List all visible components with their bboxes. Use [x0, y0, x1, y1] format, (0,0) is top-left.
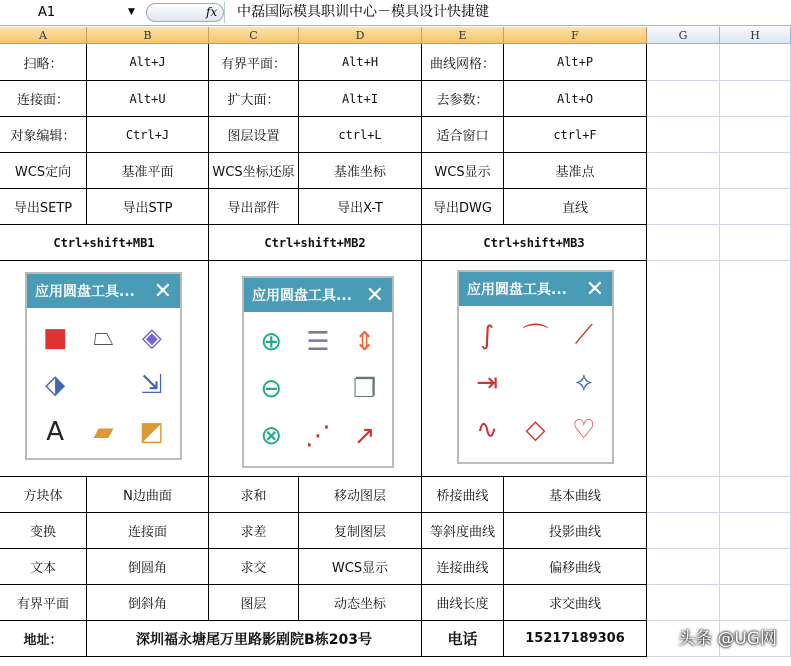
chamfer-icon[interactable]: ▰ [93, 416, 114, 447]
mouse-shortcut-cell[interactable]: Ctrl+shift+MB3 [422, 225, 647, 261]
panel-title-bar [244, 278, 392, 312]
empty-cell[interactable] [647, 153, 720, 189]
text-icon[interactable]: A [46, 416, 65, 447]
phone-value[interactable]: 15217189306 [504, 621, 647, 657]
cell[interactable]: Alt+U [87, 81, 209, 117]
address-value[interactable]: 深圳福永塘尾万里路影剧院B栋203号 [87, 621, 422, 657]
cell[interactable]: Alt+P [504, 44, 647, 81]
cell[interactable]: 求和 [209, 477, 299, 513]
copy-layer-icon[interactable]: ❐ [353, 373, 377, 404]
cell[interactable]: 曲线网格： [422, 44, 504, 81]
cell[interactable]: 投影曲线 [504, 513, 647, 549]
cell[interactable]: 有界平面 [0, 585, 87, 621]
column-header-f[interactable]: F [504, 27, 647, 44]
empty-cell[interactable] [647, 117, 720, 153]
cell[interactable]: 倒圆角 [87, 549, 209, 585]
empty-cell[interactable] [720, 44, 791, 81]
cell[interactable]: 桥接曲线 [422, 477, 504, 513]
cell[interactable]: ctrl+F [504, 117, 647, 153]
cell[interactable]: 求交 [209, 549, 299, 585]
cell[interactable]: 连接面： [0, 81, 87, 117]
column-header-a[interactable]: A [0, 27, 87, 44]
cell[interactable]: 变换 [0, 513, 87, 549]
transform-icon[interactable]: ⬗ [45, 369, 66, 400]
cell[interactable]: 求差 [209, 513, 299, 549]
cell[interactable]: 方块体 [0, 477, 87, 513]
n-sided-surface-icon[interactable]: ⏢ [93, 322, 114, 352]
helix-icon[interactable]: ⟡ [575, 367, 593, 397]
cell[interactable]: 基准平面 [87, 153, 209, 189]
cell[interactable]: 连接曲线 [422, 549, 504, 585]
cell[interactable]: 倒斜角 [87, 585, 209, 621]
column-header-h[interactable]: H [720, 27, 791, 44]
empty-cell[interactable] [720, 477, 791, 513]
cell[interactable]: 动态坐标 [299, 585, 422, 621]
icon-grid [27, 308, 180, 461]
cell[interactable]: 有界平面： [209, 44, 299, 81]
radial-toolbar-panel [242, 276, 394, 468]
empty-cell[interactable] [720, 261, 791, 477]
panel-title: 应用圆盘工具... [252, 288, 352, 304]
cell[interactable]: 扩大面： [209, 81, 299, 117]
cell[interactable]: N边曲面 [87, 477, 209, 513]
cell[interactable]: 图层设置 [209, 117, 299, 153]
cell[interactable]: 导出X-T [299, 189, 422, 225]
formula-bar [0, 0, 791, 26]
unite-icon[interactable]: ⊕ [260, 326, 283, 357]
empty-cell[interactable] [647, 549, 720, 585]
empty-cell[interactable] [647, 189, 720, 225]
close-icon[interactable]: ✕ [365, 282, 384, 308]
cell[interactable]: Alt+O [504, 81, 647, 117]
phone-label[interactable]: 电话 [422, 621, 504, 657]
column-header-g[interactable]: G [647, 27, 720, 44]
cell[interactable]: 文本 [0, 549, 87, 585]
cell[interactable]: 基准坐标 [299, 153, 422, 189]
curve-length-icon[interactable]: ♡ [572, 414, 596, 445]
formula-input[interactable]: 中磊国际模具职训中心－模具设计快捷键 [224, 2, 791, 23]
wcs-display-icon[interactable]: ↗ [353, 420, 376, 451]
close-icon[interactable]: ✕ [585, 276, 604, 302]
cell[interactable]: 基本曲线 [504, 477, 647, 513]
empty-slot [79, 361, 127, 408]
panel-title-bar [27, 274, 180, 308]
mouse-shortcut-cell[interactable]: Ctrl+shift+MB2 [209, 225, 422, 261]
cell[interactable]: 适合窗口 [422, 117, 504, 153]
empty-cell[interactable] [720, 117, 791, 153]
cell[interactable]: 求交曲线 [504, 585, 647, 621]
empty-cell[interactable] [720, 585, 791, 621]
radial-toolbar-panel [25, 272, 182, 460]
empty-cell[interactable] [720, 81, 791, 117]
cell[interactable]: WCS坐标还原 [209, 153, 299, 189]
cell[interactable]: 等斜度曲线 [422, 513, 504, 549]
bridge-curve-icon[interactable]: ∫ [480, 320, 494, 351]
cell[interactable]: 对象编辑： [0, 117, 87, 153]
cell[interactable]: 移动图层 [299, 477, 422, 513]
icon-grid [459, 306, 612, 459]
move-to-layer-icon[interactable]: ⇲ [140, 369, 163, 400]
cell[interactable]: 偏移曲线 [504, 549, 647, 585]
insert-function-icon[interactable]: fx [206, 5, 218, 19]
panel-title: 应用圆盘工具... [35, 284, 135, 300]
subtract-icon[interactable]: ⊖ [260, 373, 283, 404]
offset-curve-icon[interactable]: ∿ [476, 414, 499, 445]
cell[interactable]: 曲线长度 [422, 585, 504, 621]
cell[interactable]: 去参数： [422, 81, 504, 117]
address-label[interactable]: 地址： [0, 621, 87, 657]
dynamic-csys-icon[interactable]: ⋰ [304, 420, 331, 451]
cell[interactable]: 直线 [504, 189, 647, 225]
empty-cell[interactable] [647, 44, 720, 81]
empty-cell[interactable] [647, 81, 720, 117]
bounded-plane-icon[interactable]: ◈ [141, 322, 162, 353]
cell[interactable]: WCS显示 [422, 153, 504, 189]
name-box-dropdown-icon[interactable]: ▼ [128, 7, 135, 17]
cell[interactable]: WCS显示 [299, 549, 422, 585]
watermark: 头条 @UG网 [677, 629, 777, 649]
edge-blend-icon[interactable]: ◩ [139, 416, 165, 447]
column-header-d[interactable]: D [299, 27, 422, 44]
cell[interactable]: 扫略： [0, 44, 87, 81]
empty-cell[interactable] [647, 225, 720, 261]
cell[interactable]: 导出SETP [0, 189, 87, 225]
empty-cell[interactable] [720, 189, 791, 225]
cell[interactable]: 复制图层 [299, 513, 422, 549]
column-header-e[interactable]: E [422, 27, 504, 44]
cell[interactable]: WCS定向 [0, 153, 87, 189]
line-point-icon[interactable]: ⟋ [574, 320, 593, 350]
column-header-c[interactable]: C [209, 27, 299, 44]
mouse-shortcut-cell[interactable]: Ctrl+shift+MB1 [0, 225, 209, 261]
empty-cell[interactable] [720, 225, 791, 261]
radial-toolbar-panel [457, 270, 614, 464]
cell[interactable]: Alt+H [299, 44, 422, 81]
cell[interactable]: 基准点 [504, 153, 647, 189]
cell[interactable]: ctrl+L [299, 117, 422, 153]
empty-cell[interactable] [647, 513, 720, 549]
basic-curve-icon[interactable]: ⌒ [522, 323, 549, 353]
empty-slot [295, 365, 342, 412]
close-icon[interactable]: ✕ [153, 278, 172, 304]
intersection-curve-icon[interactable]: ◇ [525, 414, 546, 445]
projected-curve-icon[interactable]: ⇥ [476, 367, 499, 398]
panel-title-bar [459, 272, 612, 306]
empty-cell[interactable] [720, 153, 791, 189]
block-icon[interactable]: ■ [42, 322, 68, 353]
empty-cell[interactable] [647, 477, 720, 513]
empty-cell[interactable] [647, 585, 720, 621]
cell[interactable]: 导出DWG [422, 189, 504, 225]
name-box[interactable]: A1 [38, 5, 56, 20]
empty-cell[interactable] [647, 261, 720, 477]
icon-grid [244, 312, 392, 465]
empty-slot [511, 359, 559, 406]
column-header-b[interactable]: B [87, 27, 209, 44]
cell[interactable]: 导出STP [87, 189, 209, 225]
cell[interactable]: Alt+J [87, 44, 209, 81]
move-layer-icon[interactable]: ⇕ [353, 326, 376, 357]
empty-cell[interactable] [720, 549, 791, 585]
panel-title: 应用圆盘工具... [467, 282, 567, 298]
cell[interactable]: Alt+I [299, 81, 422, 117]
cell[interactable]: 导出部件 [209, 189, 299, 225]
cell[interactable]: 连接面 [87, 513, 209, 549]
layer-settings-icon[interactable]: ☰ [306, 326, 330, 357]
empty-cell[interactable] [720, 513, 791, 549]
cell[interactable]: Ctrl+J [87, 117, 209, 153]
intersect-icon[interactable]: ⊗ [260, 420, 283, 451]
cell[interactable]: 图层 [209, 585, 299, 621]
